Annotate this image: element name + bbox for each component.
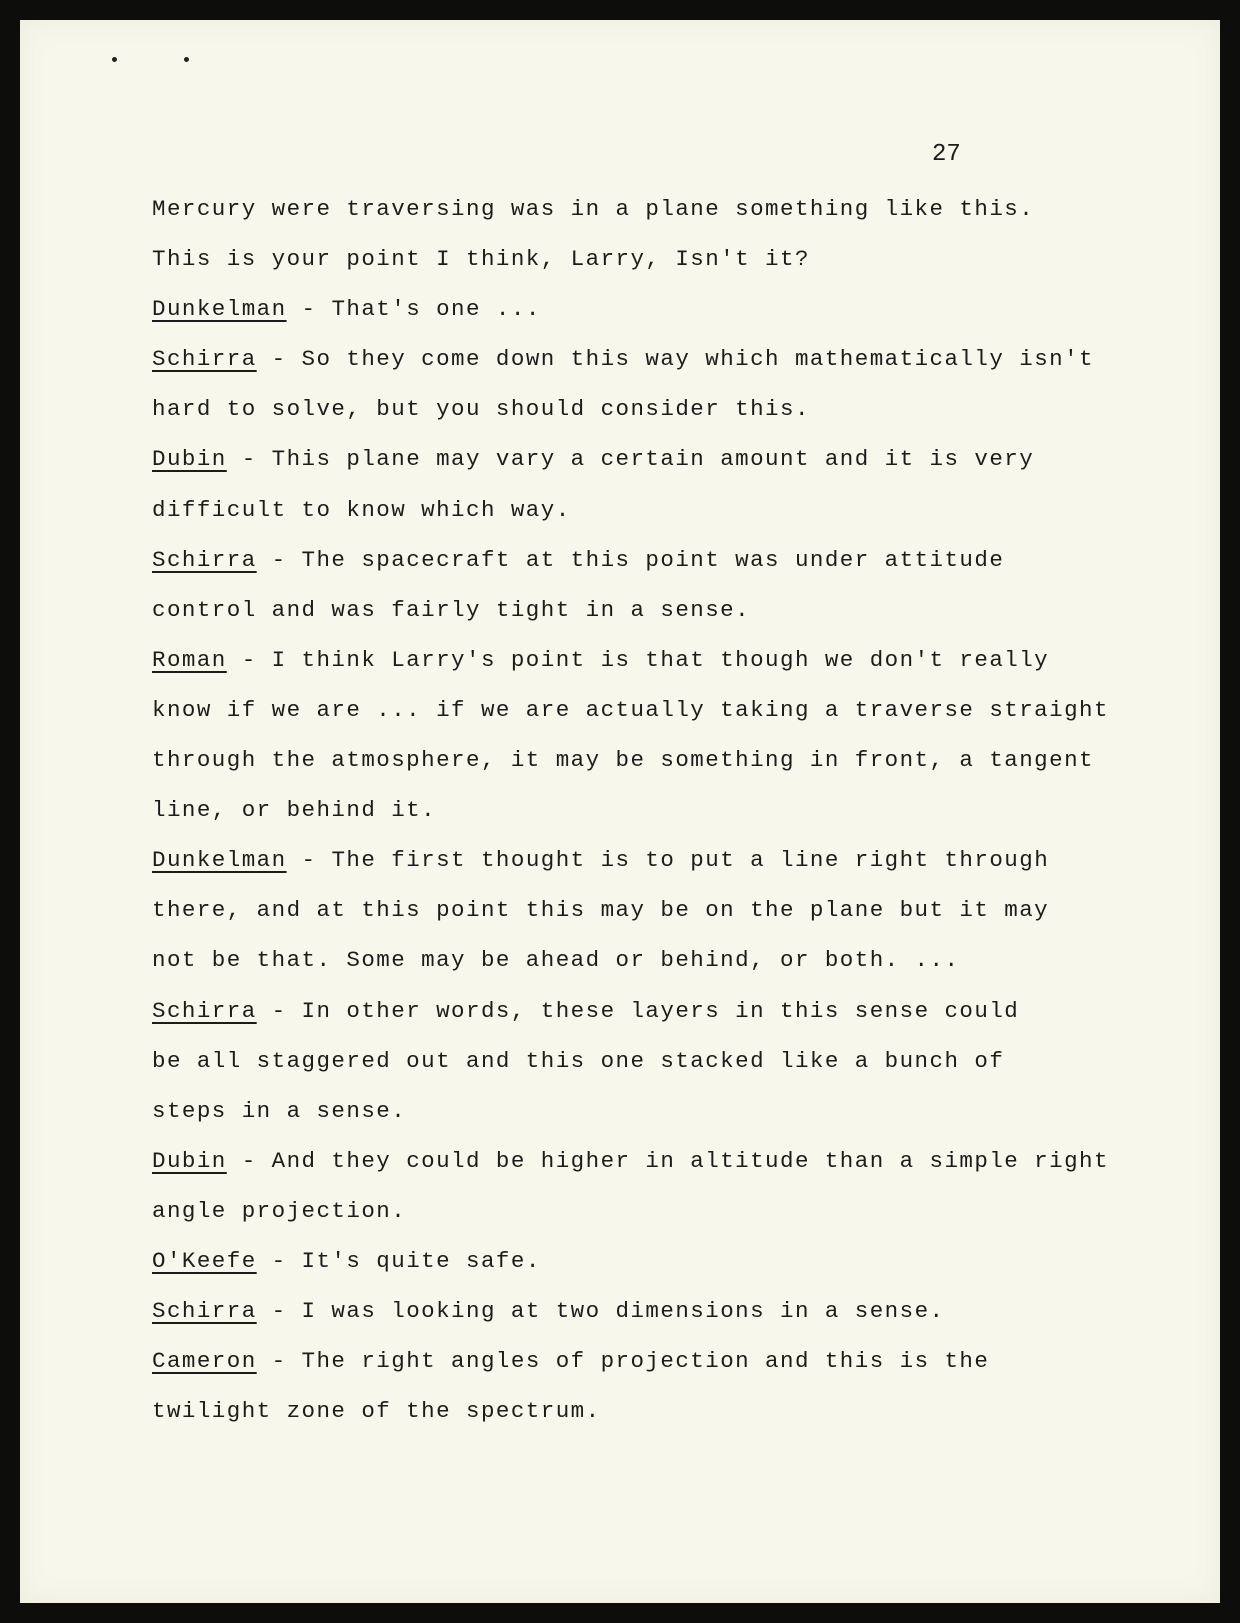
speaker-name: O'Keefe <box>152 1247 257 1274</box>
line-text: control and was fairly tight in a sense. <box>152 596 751 623</box>
speaker-separator: - <box>256 1298 302 1325</box>
speaker-name: Roman <box>152 646 227 673</box>
transcript-line <box>152 1193 1109 1243</box>
line-text: be all staggered out and this one stacked like a bunch of <box>152 1047 1005 1074</box>
transcript-line <box>152 642 1109 692</box>
speaker-separator: - <box>256 546 302 573</box>
transcript-line <box>152 792 1109 842</box>
transcript-line <box>152 1043 1109 1093</box>
transcript-line <box>152 441 1109 491</box>
line-text: not be that. Some may be ahead or behind, or both. ... <box>152 947 960 974</box>
transcript-line <box>152 1293 1109 1343</box>
line-text: The spacecraft at this point was under attitude <box>301 546 1005 573</box>
speaker-separator: - <box>226 446 272 473</box>
speaker-separator: - <box>256 346 302 373</box>
line-text: through the atmosphere, it may be something in front, a tangent <box>152 747 1094 774</box>
line-text: there, and at this point this may be on the plane but it may <box>152 897 1050 924</box>
typed-page <box>20 20 1220 1603</box>
transcript-line <box>152 291 1109 341</box>
speaker-separator: - <box>256 997 302 1024</box>
margin-dot-left <box>112 57 117 62</box>
line-text: That's one ... <box>331 296 541 323</box>
line-text: This plane may vary a certain amount and it is very <box>271 446 1035 473</box>
line-text: The first thought is to put a line right through <box>331 847 1050 874</box>
transcript-line <box>152 1343 1109 1393</box>
line-text: I was looking at two dimensions in a sense. <box>301 1298 945 1325</box>
line-text: And they could be higher in altitude than a simple right <box>271 1147 1109 1174</box>
speaker-name: Dubin <box>152 1147 227 1174</box>
line-text: difficult to know which way. <box>152 496 571 523</box>
line-text: This is your point I think, Larry, Isn't it? <box>152 246 810 273</box>
transcript-line <box>152 993 1109 1043</box>
transcript-line <box>152 341 1109 391</box>
line-text: So they come down this way which mathematically isn't <box>301 346 1094 373</box>
speaker-separator: - <box>286 296 332 323</box>
transcript-line <box>152 1243 1109 1293</box>
speaker-name: Schirra <box>152 546 257 573</box>
transcript-line <box>152 391 1109 441</box>
line-text: It's quite safe. <box>301 1247 541 1274</box>
line-text: Mercury were traversing was in a plane something like this. <box>152 196 1035 222</box>
transcript-line <box>152 742 1109 792</box>
speaker-separator: - <box>256 1348 302 1375</box>
margin-dot-right <box>184 57 189 62</box>
line-text: line, or behind it. <box>152 797 437 824</box>
transcript-line <box>152 1393 1109 1443</box>
transcript-line <box>152 592 1109 642</box>
line-text: The right angles of projection and this is the <box>301 1348 990 1375</box>
speaker-separator: - <box>286 847 332 874</box>
transcript-body <box>152 191 1109 1443</box>
speaker-name: Dunkelman <box>152 847 287 874</box>
transcript-line <box>152 692 1109 742</box>
transcript-line <box>152 191 1109 241</box>
line-text: I think Larry's point is that though we don't really <box>271 646 1050 673</box>
line-text: know if we are ... if we are actually taking a traverse straight <box>152 696 1109 723</box>
speaker-name: Schirra <box>152 997 257 1024</box>
line-text: hard to solve, but you should consider this. <box>152 396 810 423</box>
transcript-line <box>152 1093 1109 1143</box>
speaker-name: Cameron <box>152 1348 257 1375</box>
speaker-name: Dubin <box>152 446 227 473</box>
transcript-line <box>152 892 1109 942</box>
speaker-name: Dunkelman <box>152 296 287 323</box>
transcript-line <box>152 492 1109 542</box>
line-text: steps in a sense. <box>152 1097 407 1124</box>
transcript-line <box>152 542 1109 592</box>
speaker-separator: - <box>226 1147 272 1174</box>
transcript-line <box>152 842 1109 892</box>
transcript-line <box>152 942 1109 992</box>
transcript-line <box>152 1143 1109 1193</box>
speaker-separator: - <box>256 1247 302 1274</box>
page-number: 27 <box>932 141 961 168</box>
line-text: In other words, these layers in this sense could <box>301 997 1020 1024</box>
line-text: twilight zone of the spectrum. <box>152 1398 601 1425</box>
transcript-line <box>152 241 1109 291</box>
speaker-name: Schirra <box>152 1298 257 1325</box>
speaker-name: Schirra <box>152 346 257 373</box>
speaker-separator: - <box>226 646 272 673</box>
line-text: angle projection. <box>152 1197 407 1224</box>
